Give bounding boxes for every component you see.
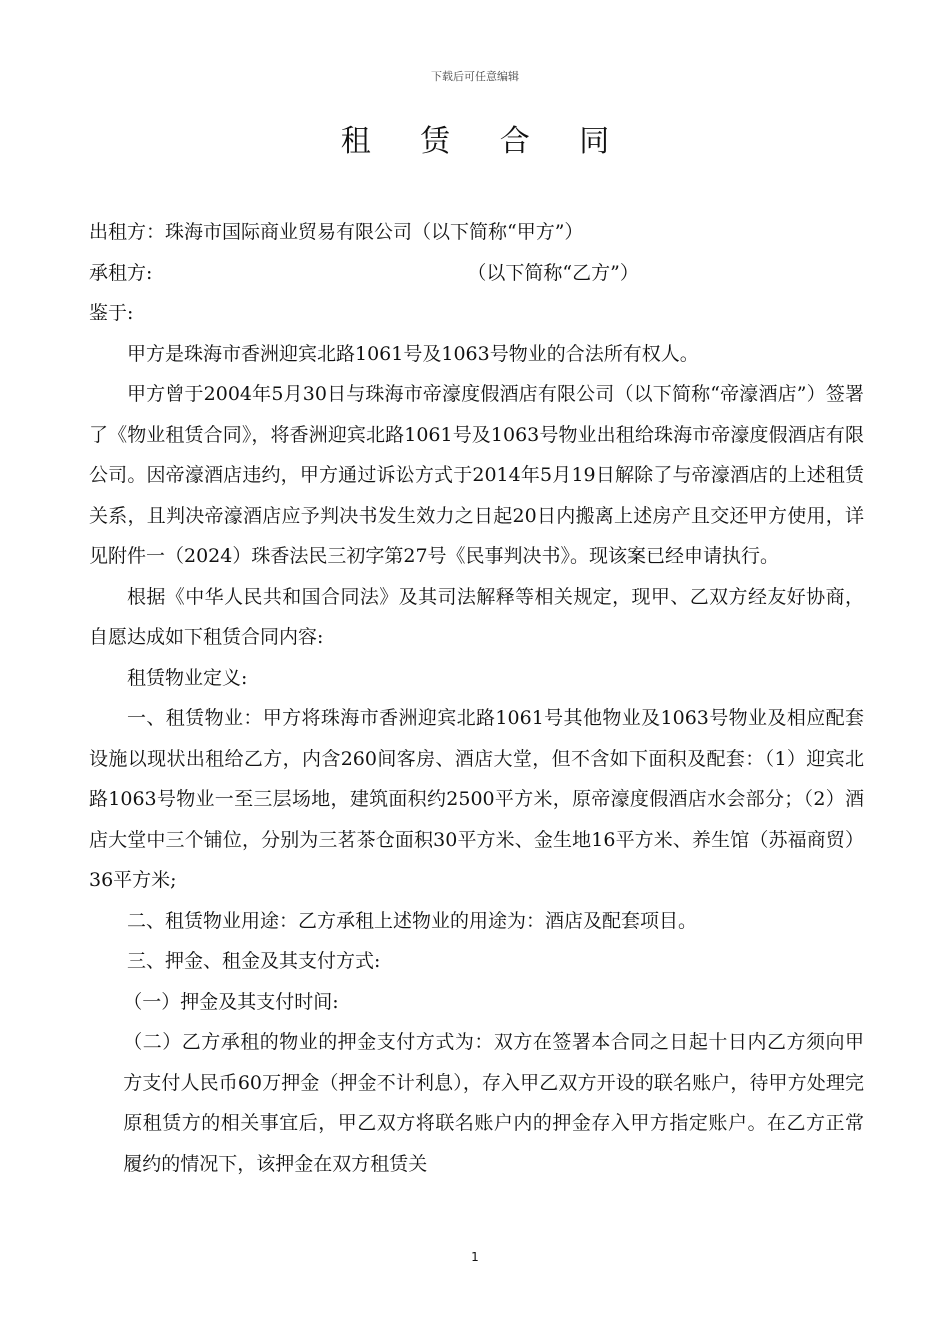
paragraph-basis: 根据《中华人民共和国合同法》及其司法解释等相关规定，现甲、乙双方经友好协商，自愿达成如下租赁合同内容: (89, 585, 864, 648)
lessor-line: 出租方：珠海市国际商业贸易有限公司（以下简称“甲方”） (89, 221, 584, 243)
document-title: 租 赁 合 同 (340, 124, 630, 159)
clause-property-use: 二、租赁物业用途：乙方承租上述物业的用途为：酒店及配套项目。 (127, 909, 698, 932)
whereas-label: 鉴于: (89, 302, 134, 324)
document-body (89, 212, 864, 1184)
paragraph-history: 甲方曾于2004年5月30日与珠海市帝濠度假酒店有限公司（以下简称“帝濠酒店”）签署了《物业租赁合同》，将香洲迎宾北路1061号及1063号物业出租给珠海市帝濠度假酒店有限公司。因帝濠酒店违约，甲方通过诉讼方式于2014年5月19日解除了与帝濠酒店的上述租赁关系，且判决帝濠酒店应予判决书发生效力之日起20日内搬离上述房产且交还甲方使用，详见附件一（2024）珠香法民三初字第27号《民事判决书》。现该案已经申请执行。 (89, 383, 864, 567)
page-number: 1 (471, 1250, 479, 1264)
paragraph-ownership: 甲方是珠海市香洲迎宾北路1061号及1063号物业的合法所有权人。 (127, 342, 699, 365)
clause-leased-property: 一、租赁物业：甲方将珠海市香洲迎宾北路1061号其他物业及1063号物业及相应配套设施以现状出租给乙方，内含260间客房、酒店大堂，但不含如下面积及配套：（1）迎宾北路1063号物业一至三层场地，建筑面积约2500平方米，原帝濠度假酒店水会部分；（2）酒店大堂中三个铺位，分别为三茗茶仓面积30平方米、金生地16平方米、养生馆（苏福商贸）36平方米; (89, 707, 864, 891)
clause-deposit-time: （一）押金及其支付时间: (123, 990, 339, 1013)
lessee-label: 承租方: (89, 261, 153, 284)
lessee-line (89, 253, 864, 294)
lessee-suffix: （以下简称“乙方”） (467, 261, 639, 284)
clause-deposit-rent-heading: 三、押金、租金及其支付方式: (127, 950, 381, 972)
header-note: 下载后可任意编辑 (431, 70, 519, 83)
paragraph-definition-heading: 租赁物业定义: (127, 666, 248, 689)
clause-deposit-payment: （二）乙方承租的物业的押金支付方式为：双方在签署本合同之日起十日内乙方须向甲方支付人民币60万押金（押金不计利息），存入甲乙双方开设的联名账户，待甲方处理完原租赁方的相关事宜后，甲乙双方将联名账户内的押金存入甲方指定账户。在乙方正常履约的情况下，该押金在双方租赁关 (123, 1031, 864, 1175)
